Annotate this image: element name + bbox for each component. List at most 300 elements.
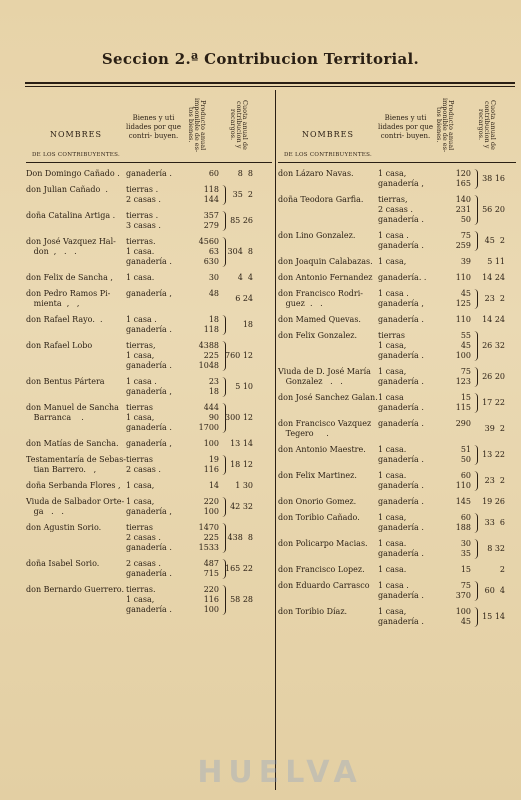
table-row	[278, 231, 516, 251]
product-value: 115	[455, 403, 471, 412]
property-item: ganadería .	[378, 241, 424, 250]
product-value: 630	[203, 257, 219, 266]
quota-value: 14 24	[482, 273, 505, 282]
quota-value: 45 2	[484, 236, 505, 245]
property-item: ganadería .	[378, 351, 424, 360]
contributor-name: don Agustin Sorio.	[26, 523, 102, 532]
product-value: 45	[460, 341, 471, 350]
quota-value: 165 22	[225, 564, 253, 573]
product-values	[433, 539, 475, 559]
product-value: 50	[460, 215, 471, 224]
product-value: 118	[203, 325, 219, 334]
contributor-name: don Antonio Fernandez	[278, 273, 373, 282]
property-item: 1 casa,	[378, 169, 407, 178]
property-item: 2 casas .	[126, 195, 161, 204]
property-item: 1 casa.	[378, 471, 407, 480]
product-value: 1048	[198, 361, 219, 370]
property-items	[126, 273, 181, 283]
table-row	[278, 393, 516, 413]
property-item: tierras	[378, 331, 406, 340]
quota-total	[223, 523, 253, 553]
product-value: 19	[208, 455, 219, 464]
product-value: 100	[455, 351, 471, 360]
product-values	[433, 195, 475, 225]
quota-value: 35 2	[232, 190, 253, 199]
brace	[221, 315, 226, 335]
quota-value: 4 4	[237, 273, 253, 282]
product-values	[433, 607, 475, 627]
quota-value: 33 6	[484, 518, 505, 527]
property-items	[378, 231, 433, 251]
product-value: 116	[203, 595, 219, 604]
brace	[221, 497, 226, 517]
quota-total	[475, 273, 505, 283]
product-values	[181, 523, 223, 553]
product-value: 39	[460, 257, 471, 266]
product-value: 45	[460, 617, 471, 626]
table-row	[278, 419, 516, 439]
product-value: 165	[455, 179, 471, 188]
property-item: 1 casa,	[378, 513, 407, 522]
table-row	[278, 539, 516, 559]
column-divider	[275, 90, 276, 790]
brace	[473, 289, 478, 309]
header-producto: Producto anual imponible de es- tos bienes.	[187, 97, 207, 153]
quota-value: 58 28	[230, 595, 253, 604]
property-items	[126, 559, 181, 579]
property-item: tierras .	[126, 185, 159, 194]
brace	[221, 237, 226, 267]
product-value: 55	[460, 331, 471, 340]
brace	[221, 585, 226, 615]
quota-total	[223, 439, 253, 449]
product-value: 118	[203, 185, 219, 194]
property-item: tierras,	[378, 195, 408, 204]
product-value: 1470	[198, 523, 219, 532]
product-value: 30	[208, 273, 219, 282]
property-item: 1 casa .	[378, 581, 409, 590]
quota-total	[223, 289, 253, 309]
property-item: ganadería .	[378, 377, 424, 386]
quota-total	[475, 289, 505, 309]
quota-value: 18	[242, 320, 253, 329]
product-value: 50	[460, 455, 471, 464]
property-items	[378, 393, 433, 413]
brace	[473, 607, 478, 627]
table-row	[278, 445, 516, 465]
contributor-name: don Bernardo Guerrero.	[26, 585, 124, 594]
property-item: ganadería .	[126, 543, 172, 552]
product-values	[433, 315, 475, 325]
property-item: ganadería .	[378, 403, 424, 412]
contributor-name: don Manuel de Sancha Barranca .	[26, 403, 119, 422]
product-values	[181, 315, 223, 335]
left-rows	[26, 169, 272, 615]
product-value: 63	[208, 247, 219, 256]
quota-value: 300 12	[225, 413, 253, 422]
brace	[221, 523, 226, 553]
table-row	[278, 289, 516, 309]
property-items	[378, 195, 433, 225]
product-values	[433, 257, 475, 267]
product-values	[181, 497, 223, 517]
property-items	[378, 169, 433, 189]
product-values	[433, 289, 475, 309]
property-items	[378, 367, 433, 387]
product-value: 1700	[198, 423, 219, 432]
contributor-name: don Francisco Vazquez Tegero .	[278, 419, 372, 438]
property-items	[378, 445, 433, 465]
quota-total	[475, 195, 505, 225]
product-value: 60	[460, 513, 471, 522]
table-row	[278, 195, 516, 225]
product-value: 120	[455, 169, 471, 178]
property-item: tierras.	[126, 237, 156, 246]
property-items	[126, 481, 181, 491]
product-values	[433, 565, 475, 575]
title-rule	[25, 82, 515, 84]
quota-total	[475, 539, 505, 559]
property-item: 1 casa,	[126, 481, 155, 490]
product-value: 23	[208, 377, 219, 386]
contributor-name: doña Teodora Garfia.	[278, 195, 364, 204]
quota-total	[223, 497, 253, 517]
quota-value: 15 14	[482, 612, 505, 621]
quota-total	[475, 231, 505, 251]
property-items	[126, 169, 181, 179]
contributor-name: Viuda de Salbador Orte- ga . .	[26, 497, 125, 516]
product-value: 4560	[198, 237, 219, 246]
property-item: tierras,	[126, 341, 156, 350]
property-item: ganadería ,	[126, 387, 172, 396]
property-items	[378, 513, 433, 533]
product-value: 225	[203, 351, 219, 360]
property-items	[378, 607, 433, 627]
quota-total	[223, 315, 253, 335]
property-item: ganadería .	[378, 523, 424, 532]
quota-total	[223, 403, 253, 433]
quota-total	[223, 185, 253, 205]
brace	[473, 581, 478, 601]
product-value: 90	[208, 413, 219, 422]
contributor-name: doña Serbanda Flores ,	[26, 481, 121, 490]
property-item: 1 casa,	[126, 413, 155, 422]
table-row	[278, 497, 516, 507]
product-value: 100	[203, 439, 219, 448]
property-item: tierras	[126, 403, 154, 412]
brace	[473, 539, 478, 559]
contributor-name: don Lázaro Navas.	[278, 169, 354, 178]
property-item: ganadería .	[378, 617, 424, 626]
contributor-name: don Felix de Sancha ,	[26, 273, 113, 282]
product-value: 15	[460, 565, 471, 574]
product-values	[181, 439, 223, 449]
product-values	[433, 331, 475, 361]
property-items	[378, 539, 433, 559]
quota-value: 23 2	[484, 294, 505, 303]
table-row	[26, 273, 272, 283]
product-value: 48	[208, 289, 219, 298]
quota-value: 8 8	[237, 169, 253, 178]
header-cuota: Cuota anual de contribucion y recargos.	[477, 100, 497, 150]
contributor-name: don Rafael Lobo	[26, 341, 93, 350]
quota-total	[475, 393, 505, 413]
header-nombres: NOMBRES	[302, 130, 354, 139]
brace	[473, 367, 478, 387]
property-item: 1 casa.	[378, 445, 407, 454]
property-item: 1 casa,	[378, 607, 407, 616]
product-values	[433, 419, 475, 439]
quota-value: 18 12	[230, 460, 253, 469]
property-item: ganadería .	[378, 419, 424, 428]
contributor-name: doña Isabel Sorio.	[26, 559, 100, 568]
table-row	[278, 331, 516, 361]
right-column	[278, 90, 516, 627]
product-value: 231	[455, 205, 471, 214]
quota-total	[475, 367, 505, 387]
table-row	[26, 185, 272, 205]
product-values	[433, 367, 475, 387]
product-value: 60	[460, 471, 471, 480]
contributor-name: don Mamed Quevas.	[278, 315, 361, 324]
contributor-name: don Felix Martinez.	[278, 471, 357, 480]
quota-total	[475, 257, 505, 267]
property-item: tierras .	[126, 211, 159, 220]
product-values	[433, 581, 475, 601]
header-bienes: Bienes y uti lidades por que contri- buyen.	[126, 114, 181, 140]
table-row	[26, 289, 272, 309]
quota-total	[475, 419, 505, 439]
product-value: 220	[203, 585, 219, 594]
product-value: 110	[455, 481, 471, 490]
product-value: 30	[460, 539, 471, 548]
brace	[221, 341, 226, 371]
brace	[221, 377, 226, 397]
property-items	[126, 455, 181, 475]
quota-value: 14 24	[482, 315, 505, 324]
property-item: 1 casa.	[378, 565, 407, 574]
brace	[473, 169, 478, 189]
property-items	[378, 419, 433, 439]
product-values	[181, 211, 223, 231]
property-item: 1 casa,	[378, 367, 407, 376]
quota-total	[223, 585, 253, 615]
property-item: ganadería .	[378, 481, 424, 490]
contributor-name: Testamentaría de Sebas- tian Barrero. ,	[26, 455, 127, 474]
quota-total	[223, 273, 253, 283]
contributor-name: don Rafael Rayo. .	[26, 315, 103, 324]
quota-value: 56 20	[482, 205, 505, 214]
contributor-name: don Julian Cañado .	[26, 185, 108, 194]
table-row	[278, 257, 516, 267]
brace	[473, 471, 478, 491]
product-value: 125	[455, 299, 471, 308]
product-value: 18	[208, 315, 219, 324]
property-item: 1 casa,	[126, 351, 155, 360]
product-values	[433, 393, 475, 413]
product-value: 14	[208, 481, 219, 490]
property-item: tierras	[126, 455, 154, 464]
property-items	[126, 289, 181, 309]
property-items	[378, 565, 433, 575]
contributor-name: don Eduardo Carrasco	[278, 581, 370, 590]
brace	[221, 403, 226, 433]
table-row	[26, 403, 272, 433]
property-item: ganadería .	[126, 361, 172, 370]
property-item: 1 casa,	[126, 497, 155, 506]
quota-value: 42 32	[230, 502, 253, 511]
left-column	[26, 90, 272, 615]
quota-value: 8 32	[487, 544, 505, 553]
property-item: ganadería .	[378, 455, 424, 464]
quota-total	[475, 607, 505, 627]
contributor-name: don Antonio Maestre.	[278, 445, 366, 454]
product-values	[181, 481, 223, 491]
product-value: 357	[203, 211, 219, 220]
property-items	[126, 211, 181, 231]
product-value: 144	[203, 195, 219, 204]
table-row	[26, 315, 272, 335]
property-item: tierras	[126, 523, 154, 532]
quota-value: 5 11	[487, 257, 505, 266]
product-value: 279	[203, 221, 219, 230]
product-values	[181, 559, 223, 579]
property-item: ganadería .	[378, 497, 424, 506]
product-value: 290	[455, 419, 471, 428]
contributor-name: don Bentus Pártera	[26, 377, 105, 386]
product-value: 225	[203, 533, 219, 542]
product-values	[433, 497, 475, 507]
product-value: 140	[455, 195, 471, 204]
quota-total	[475, 513, 505, 533]
property-item: ganadería .	[378, 315, 424, 324]
property-item: ganadería ,	[126, 289, 172, 298]
product-value: 35	[460, 549, 471, 558]
table-row	[26, 237, 272, 267]
header-producto: Producto anual imponible de es- tos bienes.	[435, 97, 455, 153]
table-row	[278, 607, 516, 627]
product-value: 100	[203, 507, 219, 516]
quota-value: 23 2	[484, 476, 505, 485]
property-item: 2 casas .	[126, 559, 161, 568]
quota-value: 13 22	[482, 450, 505, 459]
property-item: 1 casa,	[378, 341, 407, 350]
brace	[473, 195, 478, 225]
quota-total	[223, 169, 253, 179]
product-values	[181, 341, 223, 371]
property-item: 1 casa .	[126, 377, 157, 386]
quota-total	[223, 481, 253, 491]
property-item: 2 casas .	[126, 533, 161, 542]
table-row	[26, 559, 272, 579]
brace	[221, 455, 226, 475]
property-item: ganadería ,	[378, 179, 424, 188]
brace	[473, 331, 478, 361]
table-row	[278, 581, 516, 601]
brace	[473, 445, 478, 465]
property-items	[378, 315, 433, 325]
product-values	[433, 471, 475, 491]
brace	[473, 231, 478, 251]
quota-value: 438 8	[227, 533, 253, 542]
product-value: 18	[208, 387, 219, 396]
header-nombres: NOMBRES	[50, 130, 102, 139]
property-items	[126, 403, 181, 433]
property-item: 2 casas .	[126, 465, 161, 474]
brace	[473, 393, 478, 413]
property-items	[378, 471, 433, 491]
property-items	[126, 439, 181, 449]
property-item: 1 casa,	[126, 595, 155, 604]
quota-total	[475, 445, 505, 465]
product-value: 75	[460, 367, 471, 376]
quota-total	[475, 497, 505, 507]
quota-value: 5 10	[235, 382, 253, 391]
contributor-name: don Onorio Gomez.	[278, 497, 357, 506]
quota-total	[223, 341, 253, 371]
product-value: 75	[460, 231, 471, 240]
property-items	[126, 185, 181, 205]
table-row	[26, 585, 272, 615]
quota-value: 38 16	[482, 174, 505, 183]
product-values	[433, 169, 475, 189]
contributor-name: don Francisco Lopez.	[278, 565, 365, 574]
product-values	[181, 585, 223, 615]
property-item: 1 casa.	[126, 247, 155, 256]
property-items	[126, 497, 181, 517]
property-item: ganadería .	[126, 569, 172, 578]
left-header	[26, 90, 272, 163]
contributor-name: Don Domingo Cañado .	[26, 169, 120, 178]
table-row	[278, 513, 516, 533]
contributor-name: don José Vazquez Hal- don , . .	[26, 237, 116, 256]
property-item: ganadería .	[126, 605, 172, 614]
contributor-name: don José Sanchez Galan.	[278, 393, 378, 402]
property-items	[378, 331, 433, 361]
quota-value: 39 2	[484, 424, 505, 433]
table-row	[278, 367, 516, 387]
brace	[221, 559, 226, 579]
product-values	[181, 185, 223, 205]
property-item: 1 casa,	[378, 257, 407, 266]
quota-total	[475, 565, 505, 575]
product-value: 100	[455, 607, 471, 616]
product-value: 188	[455, 523, 471, 532]
product-values	[181, 273, 223, 283]
product-values	[433, 445, 475, 465]
title-rule-thin	[25, 86, 515, 87]
product-value: 100	[203, 605, 219, 614]
header-bienes: Bienes y uti lidades por que contri- buyen.	[378, 114, 433, 140]
brace	[221, 211, 226, 231]
property-items	[378, 273, 433, 283]
product-value: 220	[203, 497, 219, 506]
product-values	[181, 169, 223, 179]
header-cuota: Cuota anual de contribucion y recargos.	[229, 100, 249, 150]
property-items	[126, 377, 181, 397]
quota-value: 19 26	[482, 497, 505, 506]
right-rows	[278, 169, 516, 627]
property-items	[378, 581, 433, 601]
product-value: 259	[455, 241, 471, 250]
quota-total	[223, 455, 253, 475]
property-items	[378, 257, 433, 267]
product-value: 110	[455, 273, 471, 282]
table-row	[26, 211, 272, 231]
product-value: 370	[455, 591, 471, 600]
property-item: ganadería. .	[378, 273, 427, 282]
page-title: Seccion 2.ª Contribucion Territorial.	[101, 50, 420, 68]
